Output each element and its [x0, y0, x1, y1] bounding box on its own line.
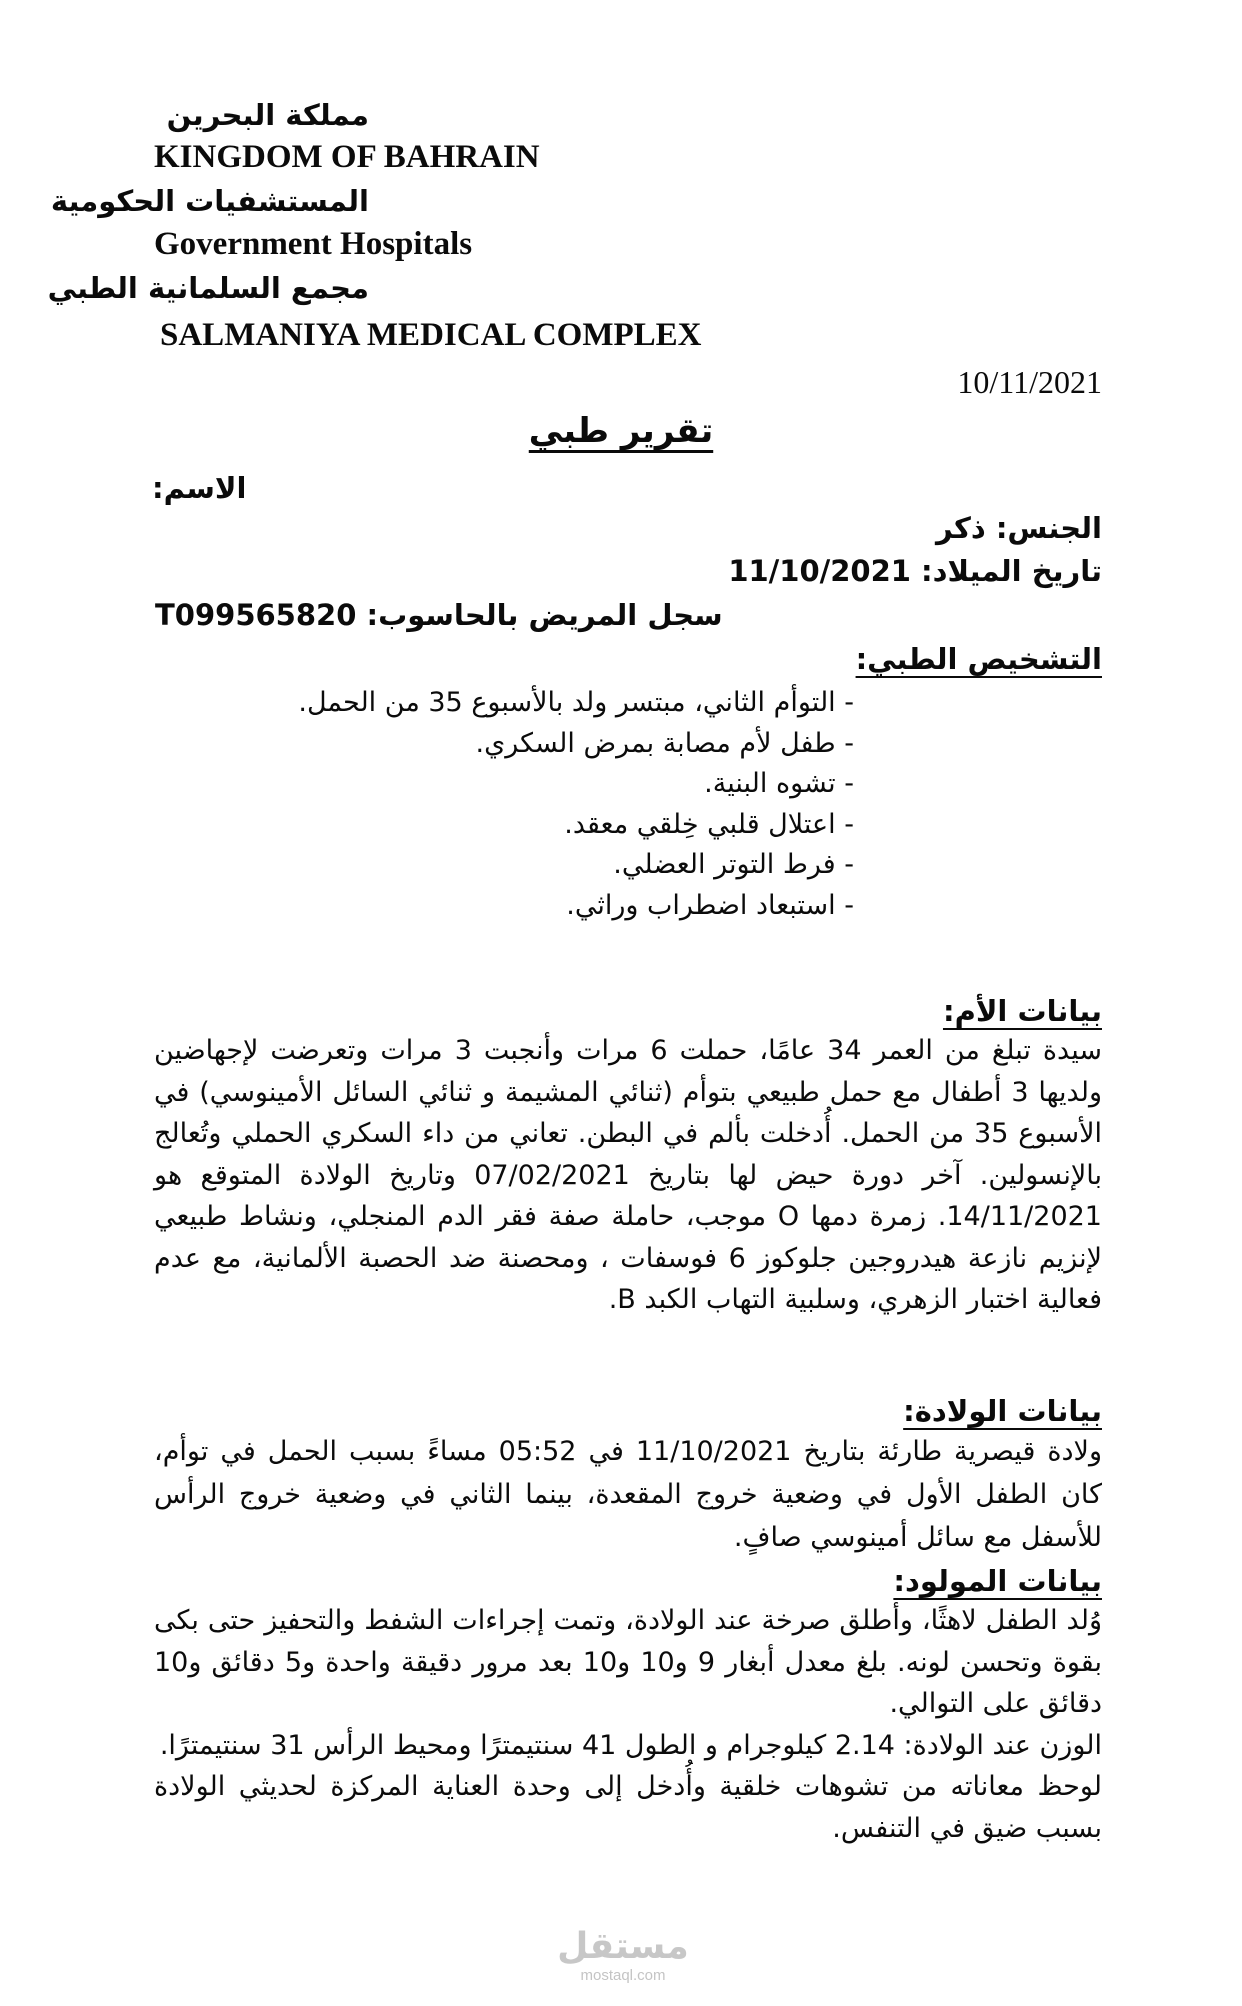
report-title-text: تقرير طبي: [528, 411, 714, 451]
mother-paragraph: سيدة تبلغ من العمر 34 عامًا، حملت 6 مرات وأنجبت 3 مرات وتعرضت لإجهاضين ولديها 3 أطفال مع حمل طبيعي بتوأم (ثنائي المشيمة و ثنائي السائل الأمينوسي) في الأسبوع 35 من الحمل. أُدخلت بألم في البطن. تعاني من داء السكري الحملي وتُعالج بالإنسولين. آخر دورة حيض لها بتاريخ 07/02/2021 وتاريخ الولادة المتوقع هو 14/11/2021. زمرة دمها O موجب، حاملة صفة فقر الدم المنجلي، ونشاط طبيعي لإنزيم نازعة هيدروجين جلوكوز 6 فوسفات ، ومحصنة ضد الحصبة الألمانية، مع عدم فعالية اختبار الزهري، وسلبية التهاب الكبد B.: [154, 1035, 1103, 1315]
diagnosis-item: - فرط التوتر العضلي.: [613, 849, 854, 880]
mother-heading: [943, 990, 1102, 1032]
patient-gender: الجنس: ذكر: [935, 511, 1102, 545]
diagnosis-item: - تشوه البنية.: [704, 768, 854, 799]
newborn-heading: [893, 1560, 1102, 1602]
newborn-paragraph-measurements: الوزن عند الولادة: 2.14 كيلوجرام و الطول 41 سنتيمترًا ومحيط الرأس 31 سنتيمترًا.: [159, 1729, 1102, 1761]
newborn-paragraph-apgar: وُلد الطفل لاهثًا، وأطلق صرخة عند الولادة، وتمت إجراءات الشفط والتحفيز حتى بكى بقوة وتحسن لونه. بلغ معدل أبغار 9 و10 و10 بعد مرور دقيقة واحدة و5 دقائق و10 دقائق على التوالي.: [154, 1605, 1102, 1719]
letterhead-hospitals-arabic: المستشفيات الحكومية: [50, 184, 369, 218]
birth-paragraph: ولادة قيصرية طارئة بتاريخ 11/10/2021 في 05:52 مساءً بسبب الحمل في توأم، كان الطفل الأول في وضعية خروج المقعدة، بينما الثاني في وضعية خروج الرأس للأسفل مع سائل أمينوسي صافٍ.: [154, 1436, 1102, 1553]
diagnosis-list: [134, 683, 854, 926]
diagnosis-item: - اعتلال قلبي خِلقي معقد.: [564, 808, 854, 840]
report-title: [0, 407, 1242, 455]
diagnosis-item: - استبعاد اضطراب وراثي.: [566, 889, 854, 921]
letterhead-complex-arabic: مجمع السلمانية الطبي: [47, 271, 369, 305]
diagnosis-item: - التوأم الثاني، مبتسر ولد بالأسبوع 35 من الحمل.: [298, 687, 854, 718]
letterhead-kingdom-arabic: مملكة البحرين: [166, 98, 369, 132]
diagnosis-heading-text: التشخيص الطبي:: [855, 642, 1102, 676]
letterhead-complex-english: SALMANIYA MEDICAL COMPLEX: [160, 317, 702, 353]
mother-heading-text: بيانات الأم:: [942, 994, 1102, 1028]
birth-heading-text: بيانات الولادة:: [903, 1394, 1102, 1428]
report-date: 10/11/2021: [957, 364, 1102, 400]
watermark-logo: مستقل: [557, 1926, 689, 1967]
letterhead-hospitals-english: Government Hospitals: [154, 226, 473, 262]
diagnosis-heading: [856, 638, 1102, 680]
newborn-heading-text: بيانات المولود:: [893, 1564, 1102, 1598]
diagnosis-item: - طفل لأم مصابة بمرض السكري.: [475, 727, 854, 759]
watermark: [548, 1927, 698, 1985]
newborn-section: [154, 1600, 1102, 1849]
newborn-paragraph-admission: لوحظ معاناته من تشوهات خلقية وأُدخل إلى وحدة العناية المركزة لحديثي الولادة بسبب ضيق في التنفس.: [154, 1771, 1102, 1844]
patient-name-label: الاسم:: [152, 471, 247, 505]
letterhead-kingdom-english: KINGDOM OF BAHRAIN: [154, 139, 540, 175]
watermark-url: mostaql.com: [580, 1967, 666, 1984]
patient-record-number: سجل المريض بالحاسوب: T099565820: [155, 598, 723, 632]
patient-date-of-birth: تاريخ الميلاد: 11/10/2021: [728, 554, 1102, 588]
birth-heading: [903, 1390, 1102, 1432]
